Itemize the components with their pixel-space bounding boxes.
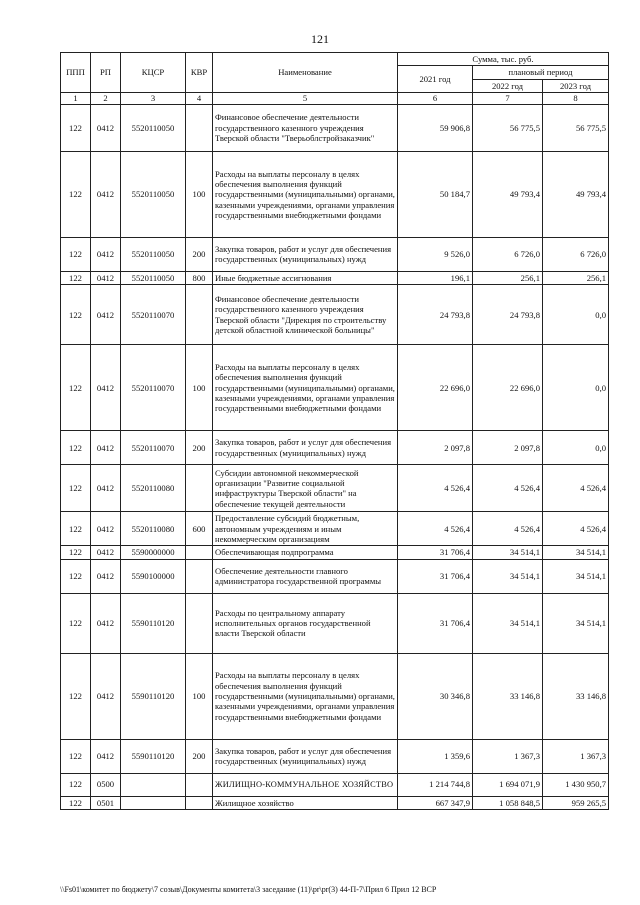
cell-name: Расходы на выплаты персоналу в целях обеспечения выполнения функций государственными (муниципальными) органами, казенными учреждениями, органами управления государственными внебюджетными фондами (213, 653, 398, 739)
cell-ppp: 122 (61, 546, 91, 559)
cell-kcsr: 5520110080 (121, 512, 186, 546)
cell-ppp: 122 (61, 285, 91, 345)
cell-rp: 0412 (91, 739, 121, 773)
cell-kvr (186, 285, 213, 345)
cell-2023: 0,0 (543, 431, 609, 465)
table-row (61, 653, 609, 739)
column-number: 7 (473, 92, 543, 104)
cell-kcsr: 5590110120 (121, 739, 186, 773)
table-body (61, 104, 609, 809)
cell-kcsr: 5590000000 (121, 546, 186, 559)
cell-2021: 50 184,7 (398, 151, 473, 237)
cell-kvr (186, 773, 213, 796)
cell-2023: 6 726,0 (543, 237, 609, 271)
cell-2021: 2 097,8 (398, 431, 473, 465)
cell-ppp: 122 (61, 345, 91, 431)
cell-ppp: 122 (61, 796, 91, 809)
cell-2023: 34 514,1 (543, 546, 609, 559)
table-row (61, 546, 609, 559)
cell-2021: 22 696,0 (398, 345, 473, 431)
cell-ppp: 122 (61, 559, 91, 593)
cell-name: Расходы по центральному аппарату исполнительных органов государственной власти Тверской области (213, 593, 398, 653)
cell-name: Закупка товаров, работ и услуг для обеспечения государственных (муниципальных) нужд (213, 739, 398, 773)
cell-rp: 0412 (91, 465, 121, 512)
header-ppp: ППП (61, 53, 91, 93)
table-row (61, 104, 609, 151)
header-sum: Сумма, тыс. руб. (398, 53, 609, 66)
cell-2021: 31 706,4 (398, 559, 473, 593)
cell-2023: 0,0 (543, 345, 609, 431)
cell-2023: 49 793,4 (543, 151, 609, 237)
column-number: 3 (121, 92, 186, 104)
cell-2023: 4 526,4 (543, 512, 609, 546)
cell-kvr: 200 (186, 237, 213, 271)
cell-2022: 1 367,3 (473, 739, 543, 773)
cell-kcsr: 5590100000 (121, 559, 186, 593)
cell-rp: 0412 (91, 271, 121, 284)
cell-2022: 22 696,0 (473, 345, 543, 431)
cell-kvr (186, 104, 213, 151)
cell-kvr (186, 465, 213, 512)
cell-name: Предоставление субсидий бюджетным, автономным учреждениям и иным некоммерческим организациям (213, 512, 398, 546)
cell-2022: 2 097,8 (473, 431, 543, 465)
cell-name: Иные бюджетные ассигнования (213, 271, 398, 284)
cell-kcsr: 5590110120 (121, 653, 186, 739)
cell-kcsr: 5520110070 (121, 345, 186, 431)
cell-name: Финансовое обеспечение деятельности государственного казенного учреждения Тверской области "Тверьоблстройзаказчик" (213, 104, 398, 151)
cell-ppp: 122 (61, 739, 91, 773)
cell-name: ЖИЛИЩНО-КОММУНАЛЬНОЕ ХОЗЯЙСТВО (213, 773, 398, 796)
cell-ppp: 122 (61, 593, 91, 653)
cell-ppp: 122 (61, 271, 91, 284)
cell-name: Обеспечивающая подпрограмма (213, 546, 398, 559)
table-row (61, 151, 609, 237)
cell-rp: 0412 (91, 345, 121, 431)
table-row (61, 465, 609, 512)
cell-2023: 1 430 950,7 (543, 773, 609, 796)
cell-rp: 0412 (91, 512, 121, 546)
table-row (61, 345, 609, 431)
cell-ppp: 122 (61, 431, 91, 465)
cell-2021: 4 526,4 (398, 512, 473, 546)
cell-kvr: 200 (186, 431, 213, 465)
cell-kvr (186, 559, 213, 593)
cell-rp: 0412 (91, 546, 121, 559)
cell-2022: 34 514,1 (473, 593, 543, 653)
cell-rp: 0412 (91, 237, 121, 271)
cell-kcsr: 5590110120 (121, 593, 186, 653)
cell-2022: 33 146,8 (473, 653, 543, 739)
header-planned-period: плановый период (473, 66, 609, 79)
page-number: 121 (311, 32, 329, 46)
cell-rp: 0412 (91, 593, 121, 653)
cell-kvr (186, 546, 213, 559)
table-row (61, 512, 609, 546)
budget-table (60, 52, 609, 810)
cell-2021: 30 346,8 (398, 653, 473, 739)
cell-name: Расходы на выплаты персоналу в целях обеспечения выполнения функций государственными (муниципальными) органами, казенными учреждениями, органами управления государственными внебюджетными фондами (213, 151, 398, 237)
column-number-row (61, 92, 609, 104)
footer-file-path: \\Fs01\комитет по бюджету\7 созыв\Документы комитета\3 заседание (11)\pr\pr(3) 44-П-7\Прил 6 Прил 12 ВСР (60, 885, 437, 894)
cell-ppp: 122 (61, 773, 91, 796)
column-number: 6 (398, 92, 473, 104)
cell-rp: 0412 (91, 151, 121, 237)
cell-2023: 34 514,1 (543, 559, 609, 593)
header-2022: 2022 год (473, 79, 543, 92)
cell-kvr: 800 (186, 271, 213, 284)
cell-name: Закупка товаров, работ и услуг для обеспечения государственных (муниципальных) нужд (213, 237, 398, 271)
cell-2021: 59 906,8 (398, 104, 473, 151)
cell-2022: 34 514,1 (473, 546, 543, 559)
cell-ppp: 122 (61, 151, 91, 237)
cell-kvr: 600 (186, 512, 213, 546)
table-row (61, 796, 609, 809)
table-row (61, 431, 609, 465)
table-row (61, 237, 609, 271)
cell-kvr: 100 (186, 345, 213, 431)
cell-rp: 0412 (91, 104, 121, 151)
cell-2021: 31 706,4 (398, 546, 473, 559)
cell-kcsr: 5520110050 (121, 271, 186, 284)
cell-2022: 34 514,1 (473, 559, 543, 593)
header-kvr: КВР (186, 53, 213, 93)
cell-kvr (186, 796, 213, 809)
cell-name: Расходы на выплаты персоналу в целях обеспечения выполнения функций государственными (муниципальными) органами, казенными учреждениями, органами управления государственными внебюджетными фондами (213, 345, 398, 431)
cell-2023: 4 526,4 (543, 465, 609, 512)
cell-2021: 31 706,4 (398, 593, 473, 653)
cell-2022: 24 793,8 (473, 285, 543, 345)
cell-kcsr (121, 796, 186, 809)
cell-rp: 0412 (91, 559, 121, 593)
cell-kcsr (121, 773, 186, 796)
cell-2021: 1 359,6 (398, 739, 473, 773)
cell-kvr: 200 (186, 739, 213, 773)
cell-ppp: 122 (61, 653, 91, 739)
cell-2022: 49 793,4 (473, 151, 543, 237)
cell-name: Закупка товаров, работ и услуг для обеспечения государственных (муниципальных) нужд (213, 431, 398, 465)
cell-2022: 56 775,5 (473, 104, 543, 151)
column-number: 1 (61, 92, 91, 104)
column-number: 2 (91, 92, 121, 104)
cell-kcsr: 5520110080 (121, 465, 186, 512)
cell-kcsr: 5520110070 (121, 285, 186, 345)
cell-ppp: 122 (61, 104, 91, 151)
cell-kcsr: 5520110050 (121, 104, 186, 151)
cell-rp: 0412 (91, 431, 121, 465)
cell-kvr: 100 (186, 151, 213, 237)
table-row (61, 773, 609, 796)
cell-name: Финансовое обеспечение деятельности государственного казенного учреждения Тверской области "Дирекция по строительству детской областной клинической больницы" (213, 285, 398, 345)
cell-2021: 667 347,9 (398, 796, 473, 809)
header-2023: 2023 год (543, 79, 609, 92)
cell-rp: 0500 (91, 773, 121, 796)
cell-kcsr: 5520110050 (121, 151, 186, 237)
cell-2022: 4 526,4 (473, 512, 543, 546)
cell-2021: 196,1 (398, 271, 473, 284)
cell-2023: 256,1 (543, 271, 609, 284)
cell-2022: 1 694 071,9 (473, 773, 543, 796)
header-2021: 2021 год (398, 66, 473, 93)
cell-2021: 4 526,4 (398, 465, 473, 512)
cell-2022: 4 526,4 (473, 465, 543, 512)
cell-2021: 1 214 744,8 (398, 773, 473, 796)
cell-2021: 24 793,8 (398, 285, 473, 345)
cell-2022: 256,1 (473, 271, 543, 284)
cell-rp: 0501 (91, 796, 121, 809)
column-number: 4 (186, 92, 213, 104)
cell-kvr: 100 (186, 653, 213, 739)
cell-ppp: 122 (61, 512, 91, 546)
cell-name: Жилищное хозяйство (213, 796, 398, 809)
cell-ppp: 122 (61, 237, 91, 271)
cell-2023: 959 265,5 (543, 796, 609, 809)
cell-2023: 34 514,1 (543, 593, 609, 653)
cell-kvr (186, 593, 213, 653)
cell-rp: 0412 (91, 285, 121, 345)
cell-name: Обеспечение деятельности главного администратора государственной программы (213, 559, 398, 593)
cell-kcsr: 5520110070 (121, 431, 186, 465)
cell-name: Субсидии автономной некоммерческой организации "Развитие социальной инфраструктуры Тверской области" на обеспечение текущей деятельности (213, 465, 398, 512)
column-number: 8 (543, 92, 609, 104)
cell-ppp: 122 (61, 465, 91, 512)
cell-2023: 0,0 (543, 285, 609, 345)
header-name: Наименование (213, 53, 398, 93)
cell-2021: 9 526,0 (398, 237, 473, 271)
cell-2023: 56 775,5 (543, 104, 609, 151)
cell-rp: 0412 (91, 653, 121, 739)
cell-kcsr: 5520110050 (121, 237, 186, 271)
table-row (61, 559, 609, 593)
cell-2022: 1 058 848,5 (473, 796, 543, 809)
cell-2023: 1 367,3 (543, 739, 609, 773)
header-kcsr: КЦСР (121, 53, 186, 93)
column-number: 5 (213, 92, 398, 104)
cell-2023: 33 146,8 (543, 653, 609, 739)
table-row (61, 739, 609, 773)
cell-2022: 6 726,0 (473, 237, 543, 271)
header-rp: РП (91, 53, 121, 93)
table-row (61, 285, 609, 345)
table-row (61, 593, 609, 653)
table-row (61, 271, 609, 284)
